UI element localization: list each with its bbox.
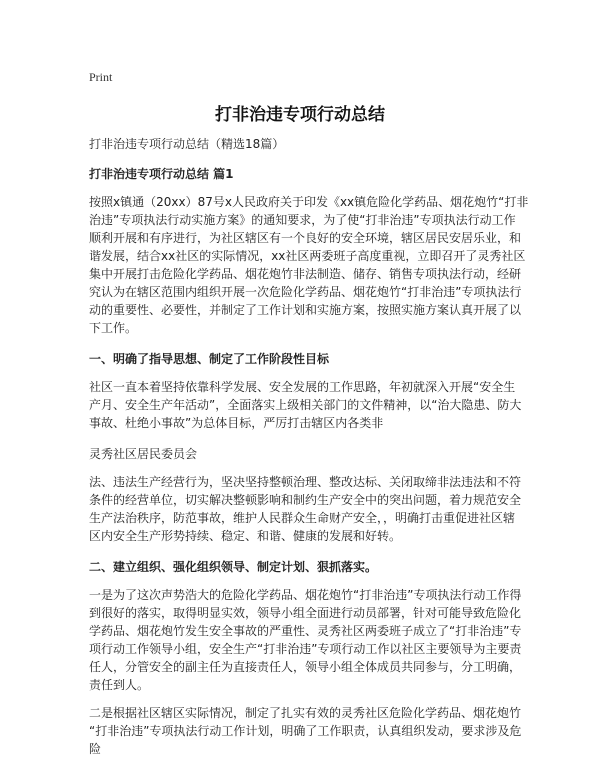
paragraph-line: 任人，分管安全的副主任为直接责任人，领导小组全体成员共同参与，分工明确，	[89, 660, 522, 674]
paragraph-line: 顺利开展和有序进行，为社区辖区有一个良好的安全环境，辖区居民安居乐业，和	[89, 231, 522, 245]
paragraph-line: 治违”专项执法行动实施方案》的通知要求，为了使“打非治违”专项执法行动工作	[89, 213, 516, 227]
page-title: 打非治违专项行动总结	[215, 105, 385, 125]
paragraph-line: 生产法治秩序，防范事故，维护人民群众生命财产安全，，明确打击重促进社区辖	[89, 511, 516, 525]
paragraph-line: 产月、安全生产年活动”，全面落实上级相关部门的文件精神，以“治大隐患、防大	[89, 398, 522, 412]
paragraph-3	[89, 473, 522, 545]
paragraph-line: 险	[89, 742, 102, 756]
paragraph-line: 项行动工作领导小组，安全生产“打非治违”专项行动工作以社区主要领导为主要责	[89, 642, 522, 656]
paragraph-line: 一是为了这次声势浩大的危险化学药品、烟花炮竹“打非治违”专项执法行动工作得	[89, 588, 522, 602]
paragraph-4	[89, 586, 522, 694]
paragraph-5	[89, 704, 522, 758]
paragraph-line: 条件的经营单位，切实解决整顿影响和制约生产安全中的突出问题，着力规范安全	[89, 493, 522, 507]
committee-label: 灵秀社区居民委员会	[89, 447, 198, 461]
paragraph-line: 动的重要性、必要性，并制定了工作计划和实施方案，按照实施方案认真开展了以	[89, 303, 522, 317]
print-label: Print	[89, 70, 113, 84]
section-heading-2: 二、建立组织、强化组织领导、制定计划、狠抓落实。	[89, 560, 378, 574]
paragraph-line: “打非治违”专项执法行动工作计划，明确了工作职责，认真组织发动，要求涉及危	[89, 724, 522, 738]
section-heading-1: 一、明确了指导思想、制定了工作阶段性目标	[89, 352, 330, 366]
paragraph-line: 责任到人。	[89, 678, 150, 692]
paragraph-line: 社区一直本着坚持依靠科学发展、安全发展的工作思路，年初就深入开展“安全生	[89, 380, 516, 394]
paragraph-line: 二是根据社区辖区实际情况，制定了扎实有效的灵秀社区危险化学药品、烟花炮竹	[89, 706, 522, 720]
paragraph-line: 集中开展打击危险化学药品、烟花炮竹非法制造、储存、销售专项执法行动，经研	[89, 267, 522, 281]
paragraph-2	[89, 378, 522, 432]
document-body	[89, 135, 529, 758]
paragraph-line: 下工作。	[89, 321, 138, 335]
paragraph-line: 究认为在辖区范围内组织开展一次危险化学药品、烟花炮竹“打非治违”专项执法行	[89, 285, 522, 299]
document-subtitle: 打非治违专项行动总结（精选18篇）	[89, 137, 285, 151]
paragraph-line: 按照x镇通（20xx）87号x人民政府关于印发《xx镇危险化学药品、烟花炮竹“打非	[89, 195, 529, 209]
paragraph-line: 事故、杜绝小事故”为总体目标，严厉打击辖区内各类非	[89, 416, 384, 430]
article-heading: 打非治违专项行动总结 篇1	[89, 167, 234, 181]
paragraph-line: 法、违法生产经营行为，坚决坚持整顿治理、整改达标、关闭取缔非法违法和不符	[89, 475, 522, 489]
paragraph-line: 谐发展，结合xx社区的实际情况，xx社区两委班子高度重视，立即召开了灵秀社区	[89, 249, 526, 263]
paragraph-line: 学药品、烟花炮竹发生安全事故的严重性、灵秀社区两委班子成立了“打非治违”专	[89, 624, 522, 638]
paragraph-line: 区内安全生产形势持续、稳定、和谐、健康的发展和好转。	[89, 529, 402, 543]
paragraph-1	[89, 193, 529, 337]
paragraph-line: 到很好的落实，取得明显实效，领导小组全面进行动员部署，针对可能导致危险化	[89, 606, 522, 620]
